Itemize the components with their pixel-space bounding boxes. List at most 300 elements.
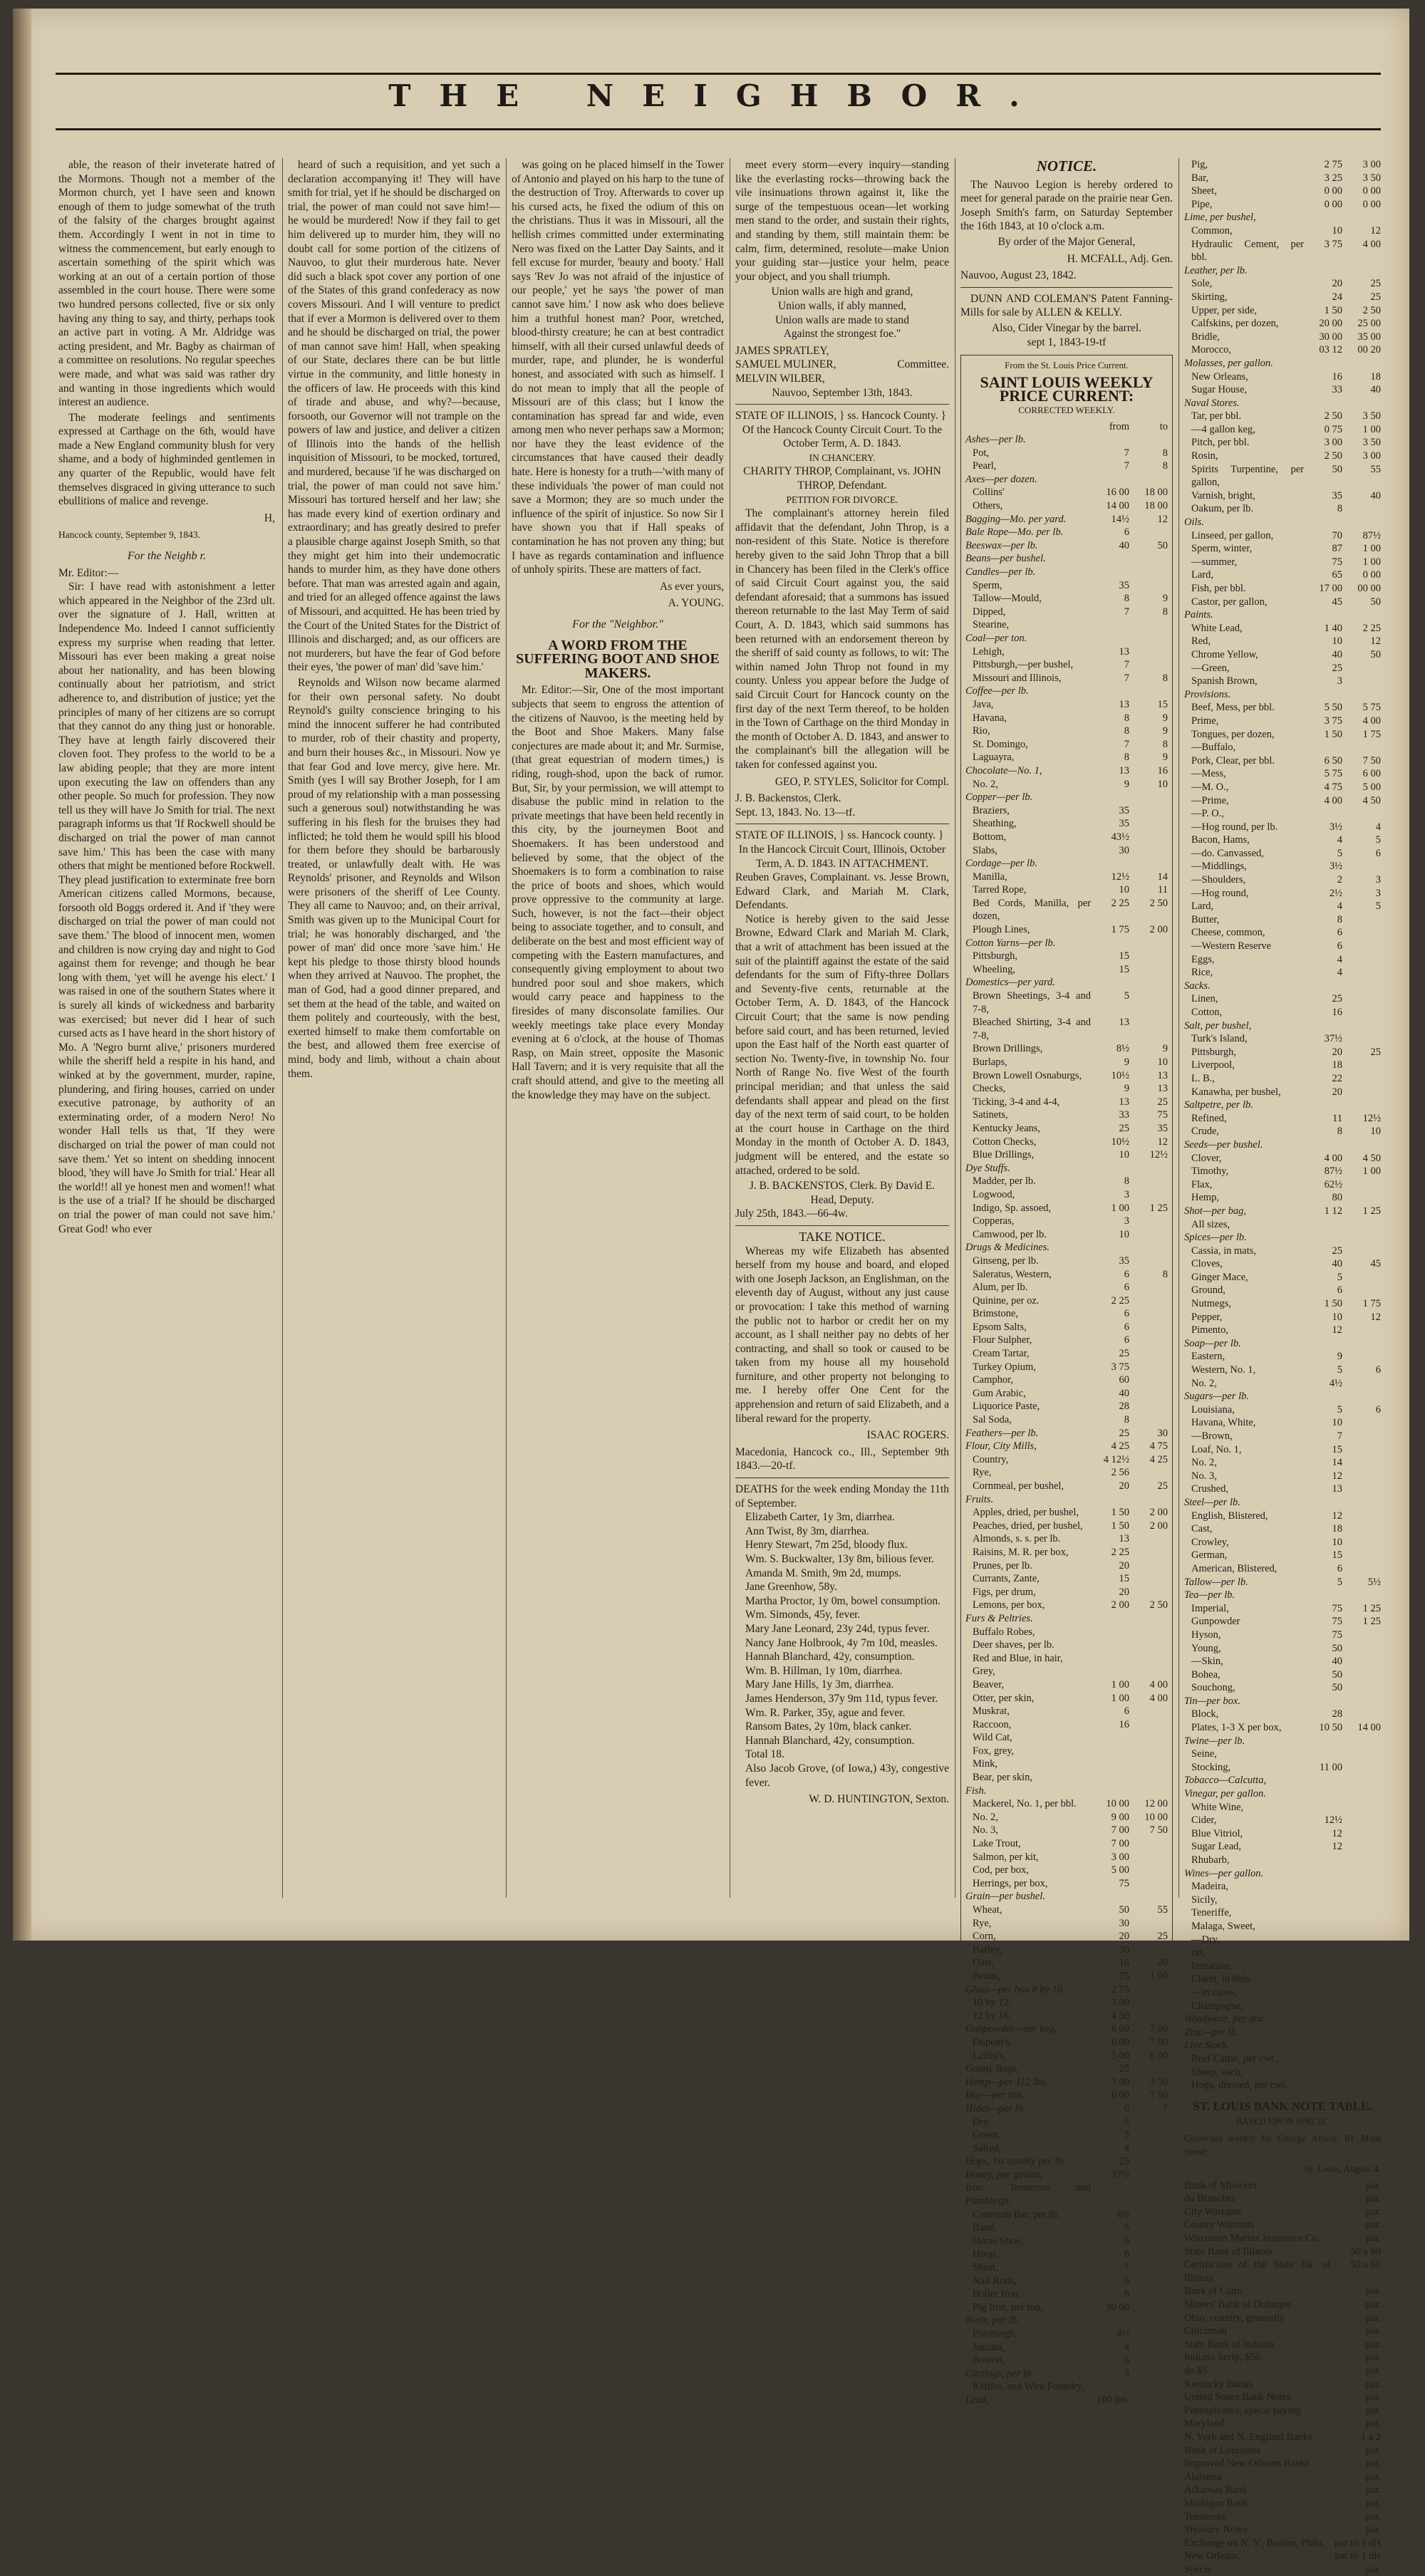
price-item: Alum, per lb.: [973, 1282, 1028, 1294]
price-to: 12: [1370, 224, 1381, 237]
price-from: 45: [1332, 596, 1342, 608]
signature: GEO, P. STYLES, Solicitor for Compl.: [774, 775, 949, 788]
price-from: 25: [1119, 1348, 1129, 1360]
price-from: 2 56: [1111, 1467, 1129, 1479]
price-item: —Middlings,: [1191, 861, 1247, 873]
price-item: Linseed, per gallon,: [1191, 529, 1274, 541]
bank-name: Pennsylvania, specie paying: [1184, 2404, 1301, 2416]
price-item: English, Blistered,: [1191, 1510, 1268, 1522]
price-item: Candles—per lb.: [965, 566, 1036, 578]
price-to: 4 25: [1149, 1453, 1168, 1465]
price-to: 25: [1157, 1480, 1168, 1492]
price-row: [965, 579, 1168, 593]
bank-rate: par.: [1365, 2418, 1381, 2430]
price-source: From the St. Louis Price Current.: [1005, 360, 1129, 371]
bank-row: [1184, 2417, 1381, 2431]
price-row: [1184, 1297, 1381, 1311]
price-from: 40: [1332, 1258, 1342, 1270]
price-from: [1304, 1894, 1342, 1907]
price-row: [965, 923, 1168, 937]
price-row: [965, 1427, 1168, 1440]
price-from: [1091, 685, 1129, 698]
bank-name: State Bank of Illinois: [1184, 2245, 1273, 2258]
price-row: [965, 1148, 1168, 1162]
price-item: Live Stock.: [1184, 2040, 1230, 2052]
bank-rate: par.: [1365, 2444, 1381, 2456]
price-from: 35: [1119, 804, 1129, 816]
price-from: 5: [1337, 1271, 1342, 1283]
price-row: [965, 645, 1168, 659]
price-item: No. 3,: [973, 1824, 998, 1837]
price-from: 35: [1119, 579, 1129, 591]
deaths-heading: DEATHS for the week ending Monday the 11th of September.: [735, 1483, 949, 1510]
price-item: Salmon, per kit,: [973, 1851, 1039, 1863]
bank-name: State Bank of Indiana: [1184, 2338, 1275, 2350]
price-from: 7: [1124, 447, 1129, 459]
price-row: [1184, 1350, 1381, 1364]
price-row: [1184, 741, 1381, 754]
price-from: [1091, 2380, 1129, 2394]
price-from: [1091, 618, 1129, 632]
price-to: 40: [1370, 384, 1381, 396]
bank-rate: par to 1 dis: [1335, 2537, 1381, 2549]
price-from: [1304, 1138, 1342, 1152]
price-to: [1342, 807, 1381, 821]
price-item: Dipped,: [973, 606, 1006, 618]
price-item: Drugs & Medicines.: [965, 1242, 1050, 1254]
price-to: [1342, 1880, 1381, 1894]
price-to: 6: [1375, 1364, 1381, 1376]
price-from: 4 50: [1111, 2010, 1129, 2022]
price-item: Wines—per gallon.: [1184, 1867, 1264, 1879]
price-header-row: [965, 420, 1168, 434]
bank-table-note: Corrected weekly by George Anson, 81 Main Street.: [1184, 2132, 1381, 2158]
price-table: [1184, 158, 1381, 2092]
price-item: Common,: [1191, 224, 1233, 237]
price-to: [1129, 1373, 1168, 1387]
price-to: [1129, 1281, 1168, 1294]
price-item: Apples, dried, per bushel,: [973, 1507, 1079, 1519]
price-to: [1129, 1215, 1168, 1228]
price-item: Cider,: [1191, 1814, 1217, 1827]
price-from: 4½: [1116, 2208, 1129, 2221]
price-from: 10: [1332, 224, 1342, 237]
price-to: [1129, 1943, 1168, 1957]
price-item: Lehigh,: [973, 645, 1005, 658]
price-to: [1342, 1629, 1381, 1642]
price-row: [965, 2221, 1168, 2235]
death-entry: Amanda M. Smith, 9m 2d, mumps.: [745, 1567, 902, 1579]
price-from: [1091, 976, 1129, 990]
price-to: 12 00: [1144, 1798, 1168, 1810]
price-item: —Green,: [1191, 662, 1230, 674]
price-item: Molasses, per gallon.: [1184, 357, 1273, 369]
price-from: 5: [1337, 847, 1342, 859]
price-item: Young,: [1191, 1642, 1221, 1654]
price-from: 8: [1124, 1414, 1129, 1426]
price-row: [1184, 304, 1381, 318]
price-row: [965, 1373, 1168, 1387]
price-row: [965, 513, 1168, 526]
price-to: 13: [1157, 1069, 1168, 1081]
price-item: Collins': [973, 487, 1005, 499]
price-from: [1304, 2066, 1342, 2079]
price-to: [1129, 950, 1168, 963]
price-to: [1129, 1572, 1168, 1586]
death-entry: Ransom Bates, 2y 10m, black canker.: [745, 1720, 912, 1733]
price-to: 18: [1370, 370, 1381, 383]
price-item: Timothy,: [1191, 1165, 1229, 1178]
deaths-list: [735, 1510, 949, 1790]
price-from: 12½: [1324, 1814, 1342, 1827]
masthead-title: THE NEIGHBOR.: [388, 78, 1048, 113]
price-to: 2 25: [1362, 622, 1381, 634]
price-to: [1342, 1960, 1381, 1973]
price-row: [965, 618, 1168, 632]
price-item: Lead,: [965, 2394, 989, 2406]
price-row: [1184, 1271, 1381, 1284]
price-row: [1184, 1165, 1381, 1178]
committee-member: SAMUEL MULINER,: [735, 358, 836, 371]
price-item: Pig Iron, per ton,: [973, 2301, 1043, 2313]
price-from: 8: [1124, 712, 1129, 724]
price-row: [965, 844, 1168, 858]
price-item: St. Domingo,: [973, 738, 1028, 750]
price-to: [1129, 1983, 1168, 1997]
price-from: [1304, 1231, 1342, 1245]
price-row: [965, 672, 1168, 685]
price-from: 25: [1119, 2156, 1129, 2168]
price-item: Skirting,: [1191, 291, 1228, 303]
price-from: 16: [1332, 1007, 1342, 1018]
bank-name: Tennessee: [1184, 2510, 1227, 2523]
price-item: Gunpowder—per keg,: [965, 2023, 1057, 2035]
price-from: 16: [1332, 370, 1342, 383]
price-to: 8: [1162, 1268, 1168, 1280]
price-item: Dupont's,: [973, 2036, 1012, 2048]
price-to: 1 00: [1362, 556, 1381, 568]
price-from: 1 00: [1111, 1678, 1129, 1690]
price-item: Brown Drillings,: [973, 1043, 1043, 1055]
price-to: 1 75: [1362, 1298, 1381, 1310]
price-to: [1342, 1019, 1381, 1033]
price-item: Refined,: [1191, 1112, 1227, 1124]
price-from: 37½: [1324, 1033, 1342, 1045]
bank-rate: par.: [1365, 2391, 1381, 2404]
column-2: [288, 158, 500, 1912]
price-item: Prime,: [1191, 715, 1219, 727]
price-row: [965, 883, 1168, 897]
price-row: [965, 2261, 1168, 2275]
price-from: 40: [1119, 539, 1129, 551]
price-to: 3: [1375, 887, 1381, 899]
price-to: [1129, 526, 1168, 539]
price-from: 1 50: [1324, 728, 1342, 740]
price-from: 13: [1119, 1096, 1129, 1108]
price-row: [965, 738, 1168, 752]
price-item: Bridle,: [1191, 331, 1220, 343]
bank-name: City Warrants: [1184, 2206, 1242, 2218]
price-row: [1184, 410, 1381, 423]
price-item: Common Bar, per lb.: [973, 2208, 1060, 2221]
bank-name: do $5: [1184, 2364, 1208, 2377]
price-item: German,: [1191, 1549, 1228, 1562]
price-from: 6: [1124, 1308, 1129, 1320]
price-item: Rhubarb,: [1191, 1854, 1230, 1866]
price-row: [965, 751, 1168, 764]
bank-rate: par.: [1365, 2484, 1381, 2496]
committee-label: Committee.: [897, 358, 949, 371]
price-from: 2 00: [1111, 1599, 1129, 1611]
price-from: 35: [1332, 489, 1342, 502]
price-item: Satinets,: [973, 1109, 1008, 1121]
price-to: [1129, 937, 1168, 950]
price-item: Wheeling,: [973, 963, 1015, 975]
price-from: 6 00: [1111, 2089, 1129, 2102]
price-to: [1129, 1307, 1168, 1321]
price-to: 35 00: [1357, 331, 1381, 343]
bank-rate: par.: [1365, 2219, 1381, 2231]
price-item: —Buffalo,: [1191, 742, 1236, 754]
price-row: [1184, 873, 1381, 887]
price-to: 1 75: [1362, 728, 1381, 740]
price-row: [965, 2022, 1168, 2036]
price-to: [1129, 1864, 1168, 1877]
newspaper-page: [13, 9, 1409, 2575]
price-row: [1184, 1231, 1381, 1245]
price-item: Hay—per ton,: [965, 2089, 1025, 2102]
price-to: [1129, 2235, 1168, 2248]
price-row: [1184, 728, 1381, 742]
price-row: [965, 1586, 1168, 1599]
price-item: Flour, City Mills,: [965, 1440, 1037, 1453]
price-row: [1184, 1257, 1381, 1271]
price-row: [1184, 2079, 1381, 2092]
price-from: 4 12½: [1103, 1453, 1129, 1465]
price-to: [1129, 963, 1168, 977]
price-from: 62½: [1324, 1178, 1342, 1190]
price-from: 60: [1119, 1374, 1129, 1386]
price-from: [1304, 1589, 1342, 1602]
price-from: [1304, 1920, 1342, 1933]
signature: ISAAC ROGERS.: [866, 1429, 949, 1442]
price-to: [1342, 1906, 1381, 1920]
price-row: [1184, 833, 1381, 847]
price-to: [1342, 966, 1381, 980]
price-to: 9: [1162, 725, 1168, 737]
price-item: Feathers—per lb.: [965, 1427, 1039, 1439]
price-row: [965, 1294, 1168, 1308]
bank-rate: par.: [1365, 2378, 1381, 2390]
price-row: [1184, 1245, 1381, 1258]
price-from: 6: [1337, 1562, 1342, 1574]
price-from: 8: [1124, 593, 1129, 605]
price-from: 4: [1337, 967, 1342, 979]
price-row: [1184, 198, 1381, 212]
price-from: 8: [1337, 913, 1342, 925]
price-row: [1184, 1867, 1381, 1881]
article-text: Mr. Editor:—Sir, One of the most important subjects that seem to engross the attention of the citizens of Nauvoo, is the meeting held by the Boot and Shoe Makers. Many false conjectures are made about it; and Mr. Surmise, (that great equestrian of modern times,) is riding, rough-shod, upon the back of rumor. But, Sir, by your permission, we will attempt to disabuse the public mind in relation to the private meetings that have been held recently in this city, by the journeymen Boot and Shoemakers. It has been understood and believed by some, that the object of the Shoemakers is to form a combination to raise the price of boots and shoes, which would prove oppressive to the community at large. Such, however, is not the fact—their object being to associate together, and to consult, and deliberate on the best and most efficient way of competing with the Eastern manufactures, and consequently giving employment to about two hundred poor soul and shoe makers, which would carry peace and happiness to the firesides of many disconsolate families. Our weekly meetings take place every Monday evening at 6 o'clock, at the house of Thomas Rasp, on Main street, opposite the Masonic Hall Tavern; and it is very requisite that all the craft should attend, and give to the meeting all the knowledge they may have on the subject.: [512, 684, 724, 1101]
price-item: Rye,: [973, 1467, 992, 1479]
bank-rate: par.: [1365, 2285, 1381, 2297]
bank-name: Treasury Notes: [1184, 2524, 1248, 2536]
price-from: 35: [1119, 818, 1129, 830]
price-from: 5 00: [1111, 2050, 1129, 2062]
price-item: Sheep, each,: [1191, 2066, 1243, 2078]
price-item: Boston,: [973, 2354, 1005, 2367]
price-item: Red and Blue, in hair,: [973, 1652, 1063, 1664]
price-row: [1184, 357, 1381, 370]
bank-name: Indiana Scrip, $50: [1184, 2352, 1260, 2364]
price-to: 3 50: [1362, 410, 1381, 422]
price-to: [1129, 1255, 1168, 1268]
price-row: [1184, 966, 1381, 980]
price-row: [965, 2394, 1168, 2407]
price-to: [1129, 2142, 1168, 2156]
price-item: Tongues, per dozen,: [1191, 728, 1275, 740]
price-row: [965, 2062, 1168, 2076]
price-to: 8: [1162, 460, 1168, 472]
price-to: [1342, 1642, 1381, 1656]
price-from: 87½: [1324, 1165, 1342, 1178]
price-item: Bale Rope—Mo. per lb.: [965, 526, 1064, 539]
bank-row: [1184, 2483, 1381, 2497]
price-to: [1129, 2301, 1168, 2315]
price-row: [965, 1692, 1168, 1705]
price-item: Burlaps,: [973, 1056, 1007, 1068]
price-from: 5: [1337, 1576, 1342, 1588]
bank-rate: par.: [1365, 2299, 1381, 2310]
legal-heading: STATE OF ILLINOIS, } ss. Hancock county. }: [735, 829, 944, 842]
price-row: [1184, 2026, 1381, 2040]
price-row: [1184, 172, 1381, 185]
price-to: [1129, 1387, 1168, 1401]
price-to: [1342, 1337, 1381, 1351]
price-to: [1129, 1638, 1168, 1652]
column-rule: [506, 158, 507, 1898]
legal-text: The complainant's attorney herein filed affidavit that the defendant, John Throp, is a non-resident of this State. Notice is therefore hereby given to the said John Throp that a bill in Chancery has been filed in the Clerk's office of said Circuit Court against you, the said defendant aforesaid; that a summons has issued thereon returnable to the last May Term of said Court, A. D. 1843, which said summons has been returned with an endorsement thereon by the sheriff of said county as follows, to wit: The within named John Throp not found in my county. Unless you appear before the Judge of said Circuit Court for Hancock county on the first day of the next Term thereof, to be holden in the Town of Carthage on the third Monday in the month of October A. D. 1843, and answer to the complainant's bill the allegation will be taken for confessed against you.: [735, 507, 949, 771]
price-from: 5 50: [1324, 702, 1342, 714]
price-row: [965, 963, 1168, 977]
price-row: [1184, 1403, 1381, 1417]
price-item: Tobacco—Calcutta,: [1184, 1775, 1267, 1787]
price-to: 2 00: [1149, 1507, 1168, 1519]
price-from: 1 50: [1324, 1298, 1342, 1310]
price-item: Peaches, dried, per bushel,: [973, 1520, 1083, 1532]
divider: [960, 287, 1173, 288]
price-row: [1184, 331, 1381, 344]
price-row: [1184, 1787, 1381, 1801]
bank-name: Certificates of the State Bk. of Illinois: [1184, 2259, 1331, 2284]
price-row: [965, 950, 1168, 963]
price-row: [965, 2129, 1168, 2142]
price-from: 6: [1337, 1284, 1342, 1297]
price-from: [1304, 688, 1342, 702]
price-item: —Shoulders,: [1191, 874, 1246, 886]
price-to: [1129, 2327, 1168, 2341]
price-from: 6: [1124, 1268, 1129, 1280]
notice-text: Whereas my wife Elizabeth has absented herself from my house and board, and eloped with one Joseph Jackson, an Englishman, on the eleventh day of August, without any just cause or provocation: I take this method of warning the public not to harbor or credit her on my account, as I shall neither pay no debts of her contracting, and shall so took or caused to be taken from my house all my household furniture, and other property not belonging to me. I hereby offer One Cent for the apprehension and return of said Elizabeth, and a liberal reward for the property.: [735, 1245, 949, 1425]
committee-block: [735, 344, 949, 386]
price-item: Tar, per bbl.: [1191, 410, 1242, 422]
legal-date: July 25th, 1843.—66-4w.: [735, 1208, 848, 1220]
price-row: [965, 2181, 1168, 2208]
price-to: 35: [1157, 1122, 1168, 1134]
price-item: Turkey Opium,: [973, 1361, 1036, 1373]
legal-parties: Reuben Graves, Complainant. vs. Jesse Brown, Edward Clark, and Mariah M. Clark, Defendants.: [735, 871, 949, 912]
price-to: [1342, 1695, 1381, 1708]
notice-date: Nauvoo, August 23, 1842.: [960, 269, 1077, 282]
price-item: Block,: [1191, 1708, 1219, 1720]
price-from: 16: [1119, 1957, 1129, 1969]
price-row: [1184, 754, 1381, 768]
price-item: Camphor,: [973, 1374, 1014, 1386]
price-to: [1129, 2062, 1168, 2076]
price-to: 10: [1157, 1056, 1168, 1068]
price-row: [1184, 1933, 1381, 1947]
price-to: [1342, 1986, 1381, 2000]
price-from: 10: [1332, 1536, 1342, 1548]
price-to: 3 50: [1362, 437, 1381, 449]
price-item: Rosin,: [1191, 450, 1218, 462]
price-from: 10: [1119, 1228, 1129, 1240]
price-row: [965, 1970, 1168, 1983]
dateline: Nauvoo, September 13th, 1843.: [772, 386, 913, 399]
price-row: [1184, 502, 1381, 516]
price-to: [1129, 1996, 1168, 2010]
price-from: [1304, 1218, 1342, 1232]
bank-table: [1184, 2179, 1381, 2576]
price-to: [1342, 1430, 1381, 1443]
price-item: —4 gallon keg,: [1191, 423, 1255, 435]
price-to: [1129, 1837, 1168, 1851]
price-row: [965, 1453, 1168, 1467]
price-to: [1342, 1747, 1381, 1761]
price-row: [1184, 450, 1381, 463]
price-from: [1091, 1785, 1129, 1798]
price-row: [965, 1877, 1168, 1891]
price-item: Ginseng, per lb.: [973, 1255, 1039, 1267]
price-row: [1184, 1377, 1381, 1391]
price-row: [965, 1387, 1168, 1401]
price-from: [1091, 2181, 1129, 2208]
price-to: 18 00: [1144, 500, 1168, 512]
price-to: [1342, 2052, 1381, 2066]
price-row: [1184, 1470, 1381, 1483]
price-to: [1129, 1917, 1168, 1931]
death-entry: Mary Jane Hills, 1y 3m, diarrhea.: [745, 1678, 894, 1691]
price-row: [1184, 1549, 1381, 1562]
price-row: [1184, 1747, 1381, 1761]
article-text: meet every storm—every inquiry—standing like the everlasting rocks—throwing back the vile insinuations thrown against it, like the surge of the tempestuous ocean—let working men stand to the order, and sustain their rights, and standing by them, still maintain them: be calm, firm, determined, resolute—make Union your guiding star—justice your helm, peace your object, and you shall triumph.: [735, 159, 949, 283]
price-from: 15: [1119, 1573, 1129, 1585]
price-from: 25: [1119, 1122, 1129, 1134]
price-item: Iron, Tennessee and Pittsburgh.: [965, 2182, 1091, 2208]
price-from: 6: [1337, 940, 1342, 952]
price-from: [1304, 397, 1342, 410]
price-item: Plates, 1-3 X per box,: [1191, 1722, 1282, 1734]
price-from: 5 75: [1324, 768, 1342, 780]
price-from: [1304, 1390, 1342, 1403]
death-entry: Mary Jane Leonard, 23y 24d, typus fever.: [745, 1622, 930, 1635]
price-to: [1129, 1532, 1168, 1546]
price-to: [1342, 1245, 1381, 1258]
price-row: [965, 2380, 1168, 2394]
price-to: [1342, 1774, 1381, 1787]
death-entry: Henry Stewart, 7m 25d, bloody flux.: [745, 1539, 908, 1552]
price-from: 75: [1119, 1877, 1129, 1889]
price-to: 9: [1162, 593, 1168, 605]
